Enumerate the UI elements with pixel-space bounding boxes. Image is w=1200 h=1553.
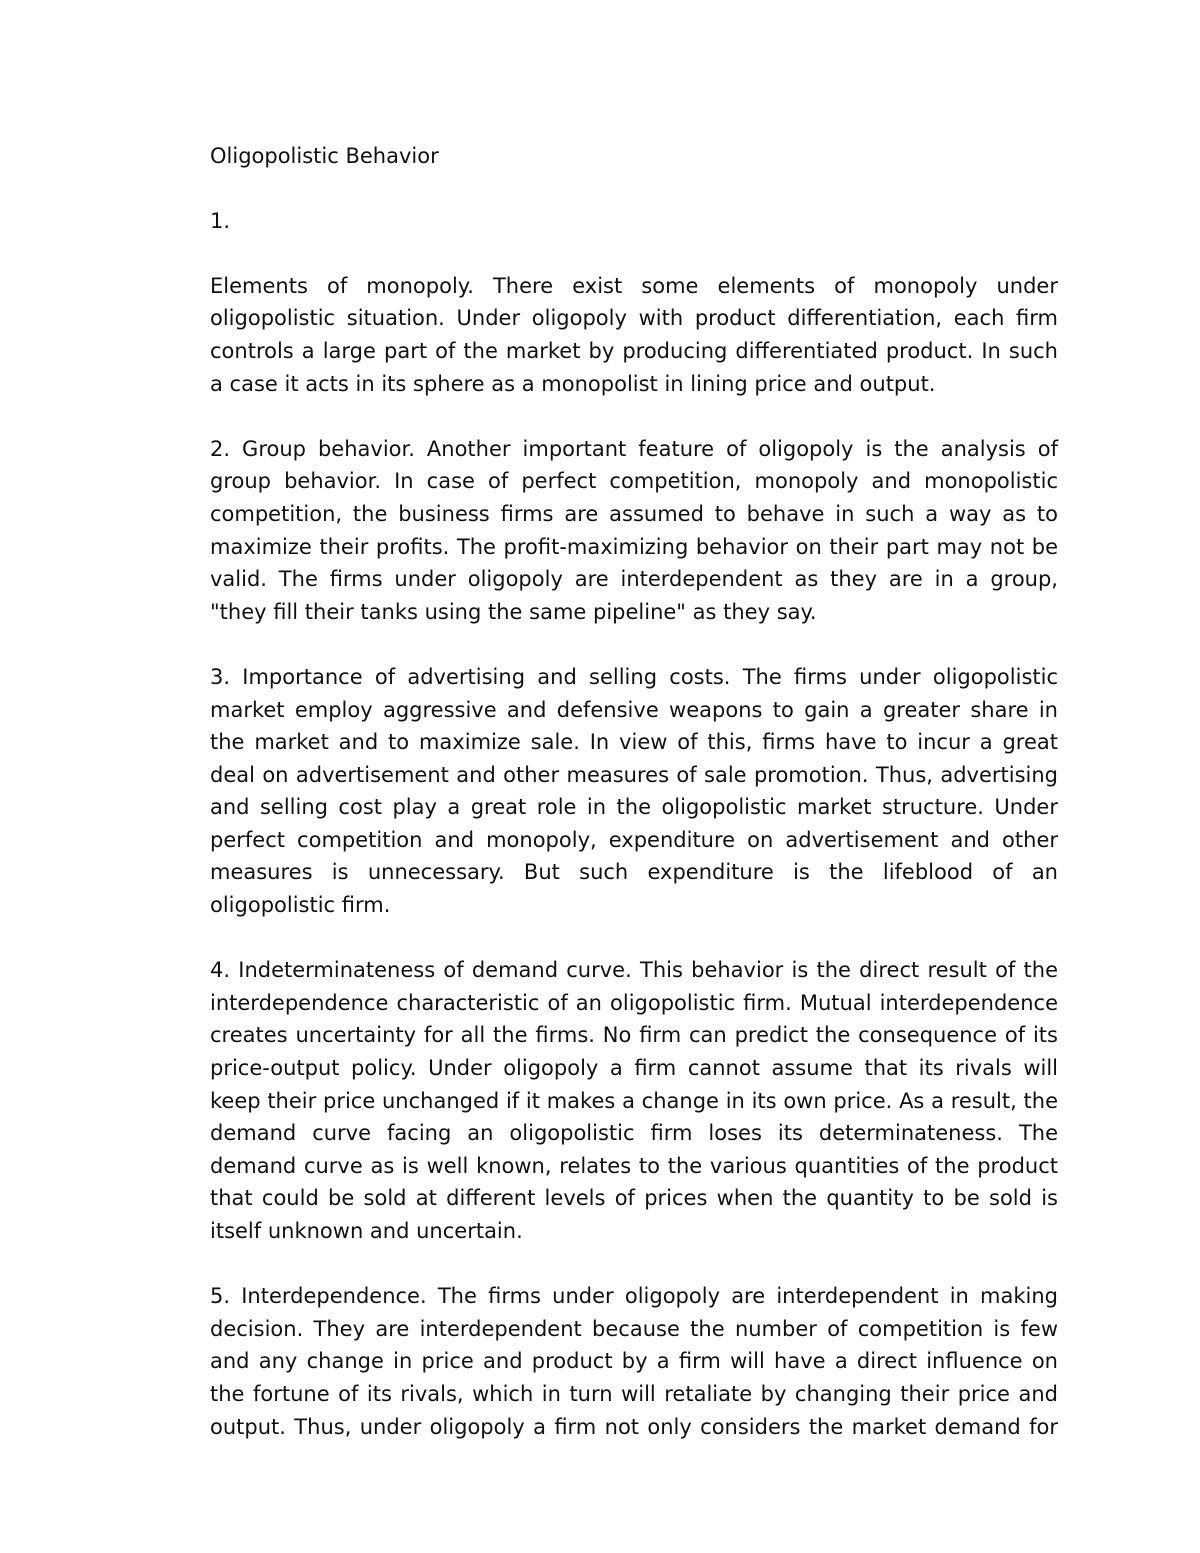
paragraph-group-behavior: 2. Group behavior. Another important feature of oligopoly is the analysis of group behavior. In case of perfect competition, monopoly and monopolistic competition, the business firms are assumed to behave in such a way as to maximize their profits. The profit-maximizing behavior on their part may not be valid. The firms under oligopoly are interdependent as they are in a group, "they fill their tanks using the same pipeline" as they say. [210, 436, 1058, 624]
paragraph-advertising-costs: 3. Importance of advertising and selling costs. The firms under oligopolistic market employ aggressive and defensive weapons to gain a greater share in the market and to maximize sale. In view of this, firms have to incur a great deal on advertisement and other measures of sale promotion. Thus, advertising and selling cost play a great role in the oligopolistic market structure. Under perfect competition and monopoly, expenditure on advertisement and other measures is unnecessary. But such expenditure is the lifeblood of an oligopolistic firm. [210, 664, 1058, 918]
document-page [210, 140, 1058, 1443]
paragraph-interdependence: 5. Interdependence. The firms under oligopoly are interdependent in making decision. They are interdependent because the number of competition is few and any change in price and product by a firm will have a direct influence on the fortune of its rivals, which in turn will retaliate by changing their price and output. Thus, under oligopoly a firm not only considers the market demand for [210, 1284, 1058, 1439]
paragraph-elements-of-monopoly: Elements of monopoly. There exist some elements of monopoly under oligopolistic situation. Under oligopoly with product differentiation, each firm controls a large part of the market by producing differentiated product. In such a case it acts in its sphere as a monopolist in lining price and output. [210, 273, 1058, 396]
paragraph-demand-curve: 4. Indeterminateness of demand curve. This behavior is the direct result of the interdependence characteristic of an oligopolistic firm. Mutual interdependence creates uncertainty for all the firms. No firm can predict the consequence of its price-output policy. Under oligopoly a firm cannot assume that its rivals will keep their price unchanged if it makes a change in its own price. As a result, the demand curve facing an oligopolistic firm loses its determinateness. The demand curve as is well known, relates to the various quantities of the product that could be sold at different levels of prices when the quantity to be sold is itself unknown and uncertain. [210, 958, 1058, 1243]
list-number: 1. [210, 208, 231, 233]
document-title: Oligopolistic Behavior [210, 144, 439, 168]
